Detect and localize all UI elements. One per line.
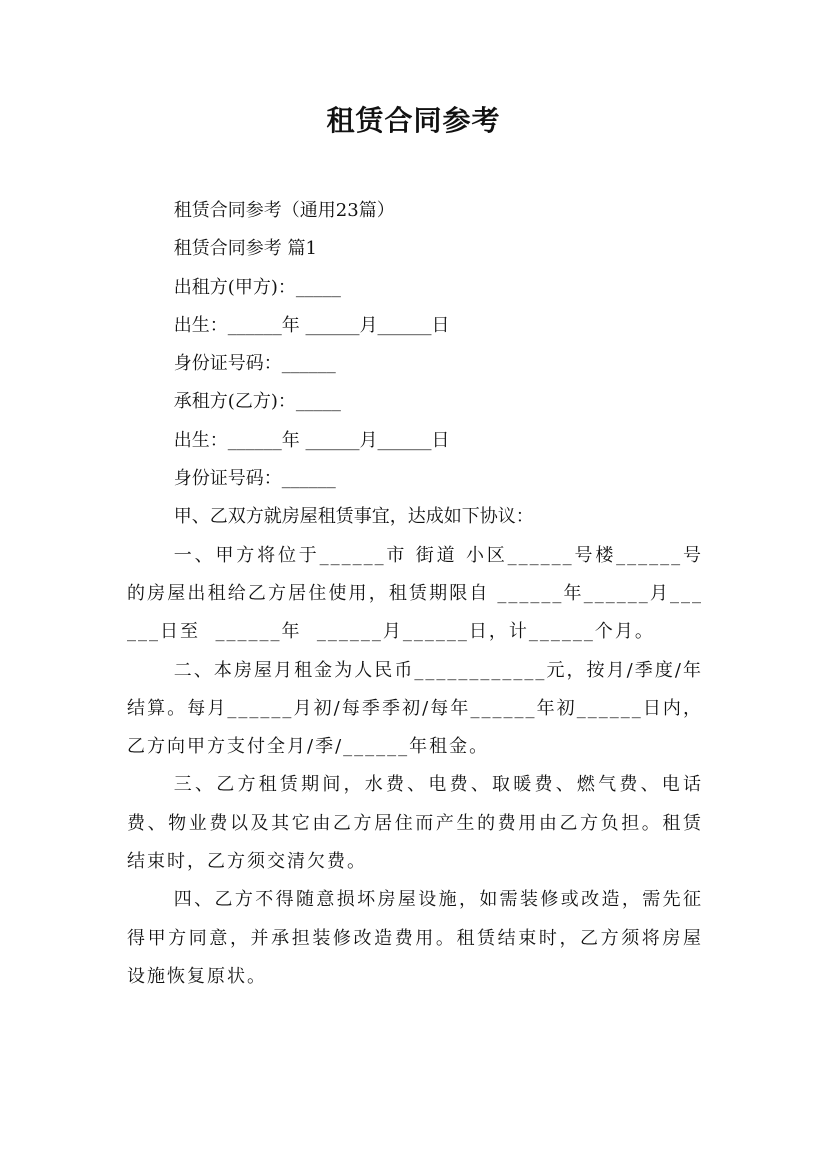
paragraph-clause-3: 三、乙方租赁期间，水费、电费、取暖费、燃气费、电话费、物业费以及其它由乙方居住而产生的费用由乙方负担。租赁结束时，乙方须交清欠费。 [127,774,703,873]
paragraph-heading-article-1: 租赁合同参考 篇1 [173,238,317,260]
paragraph-lessor-birth: 出生：______年 ______月______日 [173,314,450,336]
paragraph-clause-2: 二、本房屋月租金为人民币____________元，按月/季度/年结算。每月______月初/每季季初/每年______年初______日内，乙方向甲方支付全月/季/______年租金。 [127,659,703,758]
paragraph-heading-collection: 租赁合同参考（通用23篇） [173,200,395,221]
document-body [127,192,703,996]
paragraph-agreement-intro: 甲、乙双方就房屋租赁事宜，达成如下协议： [173,506,534,528]
paragraph-clause-1: 一、甲方将位于______市 街道 小区______号楼______号的房屋出租给乙方居住使用，租赁期限自 ______年______月______日至 ______年 ______月______日，计______个月。 [127,544,703,643]
paragraph-clause-4: 四、乙方不得随意损坏房屋设施，如需装修或改造，需先征得甲方同意，并承担装修改造费用。租赁结束时，乙方须将房屋设施恢复原状。 [127,889,703,987]
paragraph-lessor-id: 身份证号码：______ [173,353,336,375]
paragraph-lessee-id: 身份证号码：______ [173,468,336,490]
paragraph-lessor: 出租方(甲方)：_____ [173,276,341,298]
paragraph-lessee: 承租方(乙方)：_____ [173,391,341,413]
document-title: 租赁合同参考 [326,104,501,137]
paragraph-lessee-birth: 出生：______年 ______月______日 [173,429,450,451]
